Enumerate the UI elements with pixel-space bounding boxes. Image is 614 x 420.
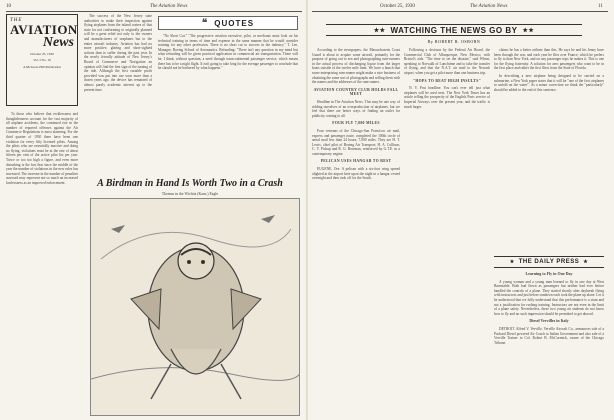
fly-cup-headline: AVIATION COUNTRY CLUB HOLDS FALL MEET	[313, 87, 399, 97]
masthead-aviation: AVIATION	[10, 22, 78, 37]
star-icon: ★	[509, 259, 515, 265]
right-folio-date: October 25, 1930	[380, 4, 415, 9]
learning-text: A young woman and a young man learned to fly in one day at West Barnstable. Both had flown as passengers but neither had ever before handled the controls of a plane. They started shortly after daybreak flying with instructors and just before sundown each took the plane up alone. Let it be understood that we fully understand that this performance is a stunt and not a justification for rushing training. Instructors are not even in the limit of a plane safety. Nevertheless, these two young air students do not know how to fly and no such impression should be permitted to get abroad.	[494, 279, 604, 316]
diesel-text: DETROIT. Alfred V. Verville, Verville Aircraft Co., announces sale of a Packard Diesel powered Air Coach to Italian Government and also sale of a Verville Trainer to Col. Robert B. McCormick, owner of the Chicago Tribune.	[494, 326, 604, 345]
daily-press-heading	[494, 256, 604, 268]
watching-news-heading	[326, 24, 582, 36]
star-icon: ★	[583, 259, 589, 265]
right-column-1	[312, 48, 400, 416]
masthead	[6, 14, 78, 106]
quotes-text: "No Short Cut." "The progressive aviation executive, pilot, or mechanic must look on his technical training in terms of time and expense in the same manner that he would consider training for any other profession. There is no short cut to success in the industry." T. Lee, Manager, Boeing School of Aeronautics. Refunding: "There isn't any question in my mind but what refunding will be given practical application in commercial air transportation. There will be, I think, without question, a need through transcontinental passenger service, which means there has to be a night flight. It isn't going to take long for the average passenger to conclude that he should not be bothered by what happens."	[158, 34, 298, 71]
masthead-date: October 25, 1930	[30, 52, 54, 56]
left-folio-number: 10	[6, 4, 11, 9]
hops-headline: "HOPS TO BEAT HIGH INSULTS"	[412, 78, 482, 83]
pelican-headline: PELICAN USES HANGAR TO REST	[320, 159, 392, 164]
left-column-1	[6, 112, 78, 416]
watching-news-text-2: claims he has a better airliner than this. He says he and his Jenny have been through the war, and each year he flies over France, which he prefers to fly to than New York, and on any passenger trips he makes it. This is one for the flying fraternity. A solution for aero passengers who want to be in the first place and rather the first fliers from the State of Florida.	[494, 48, 604, 71]
left-folio-title: The Aviation News	[150, 4, 188, 9]
left-column-2	[84, 14, 152, 174]
page-gutter	[306, 0, 308, 420]
watching-news-title: WATCHING THE NEWS GO BY	[390, 25, 518, 35]
quotes-heading	[158, 16, 298, 30]
cartoon-illustration	[90, 198, 300, 416]
quotes-heading-label: QUOTES	[214, 18, 255, 28]
right-folio-title: The Aviation News	[470, 4, 508, 9]
daily-press-title: THE DAILY PRESS	[518, 259, 580, 265]
pelican-text: EUGENE, Ore. A pelican with a six-foot wing spread alighted at the airport here upon the night in a hangar, rested overnight and then took off for the South.	[312, 167, 400, 181]
star-icon: ★★	[522, 27, 535, 34]
byline: By ROBERT R. OSBORN	[427, 39, 481, 44]
cartoon-title: A Birdman in Hand Is Worth Two in a Crash	[97, 178, 283, 189]
masthead-publisher: A McGraw-Hill Publication	[23, 64, 61, 69]
masthead-the: THE	[10, 18, 23, 23]
right-column-3	[494, 48, 604, 252]
fly-cup-text: Headline in The Aviation News. This may be one way of ridding ourselves of an overproduction of airplanes, but we feel that there are better ways of finding an outlet for publicity coming to all.	[312, 99, 400, 118]
star-icon: ★★	[373, 27, 386, 34]
quote-mark-icon: ❝	[201, 17, 209, 29]
watching-news-text-1: Following a decision by the Federal Air Board, the Commercial Club of Albuquerque, New Mexico, with Bristol's aids. "The time to set the disaster," said Wheat, speaking to Norwalk of Lunchtime and to take the transfer of flying, and that the N.A.T. air mail to the Newark airport, when you get a pilot more than one business trip.	[404, 48, 490, 75]
four-fly-headline: FOUR FLY 7,000 MILES	[332, 121, 380, 126]
left-page-col4-text: According to the newspapers, the Massachusetts Coast Guard is about to acquire some aircraft, primarily for the purpose of going out to sea and photographing rum-runners in the actual process of discharging liquor from the larger boats outside of the twelve mile limit. We have a hunch that some enterprising rum-runner might make a nice business of obtaining the same sort of photographs and selling them with the names and the addresses of the rum-runner.	[312, 48, 400, 85]
learning-headline: Learning to Fly in One Day	[525, 272, 573, 276]
cartoon-drawing	[91, 199, 300, 416]
masthead-volume: Vol. I No. 16	[33, 58, 51, 63]
right-folio-number: 11	[598, 4, 603, 9]
editorial-violations: To those who believe that recklessness and thoughtlessness account for the vast majority of all airplane accidents, the continued rise in the number of reported offenses against the Air Commerce Regulations is most alarming. For the third quarter of 1930 there have been one violation for every fifty licensed pilots. Among the pilots who are essentially inactive and doing no flying, violations must be at the rate of about fifteen per cent of the active pilot list per year. Twice or too too high a figure, and even more disturbing is the fact that since the middle of the year the number of violations in the new rules has increased. The increase in the number of penalties assessed may represent not so much an increased lawlessness as an improved enforcement.	[6, 112, 78, 185]
masthead-news: News	[42, 35, 74, 50]
right-top-rule	[312, 11, 608, 12]
watching-news-text-3: In describing a new airplane being designed to be carried on a submarine, a New York paper states that it will be "one of the first airplanes to unfold on the water". As a minor correction we think the "particularly" should be added to the end of this sentence.	[494, 73, 604, 92]
editorial-new-jersey: The success of the New Jersey state authorities to make their inspection against flying airplanes from the inland waters of that state for not conforming to originally planned will be a great relief not only to the owners and manufacturers of seaplanes but to the entire aircraft industry. Aviation has had no more positive, glaring and short-sighted actions than to suffer during the past year. In the newly friendly attitude of New Jersey's Board of Commerce and Navigation an opinion will find the first sign of the turning of the tide. Although the first variable profit provided was put into use soon more than a dozen years ago, the device has remained of almost purely academic interest up to the present time.	[84, 14, 152, 92]
hops-text: N. Y. Post headline. You can't ever tell just what airplanes will be used next. The New York Times has an article telling the prosperity of the English Paris service of Imperial Airways over the present year, and the traffic is much larger.	[404, 86, 490, 109]
right-column-2	[404, 48, 490, 416]
quotes-column	[158, 34, 298, 174]
diesel-headline: Diesel Vervilles in Italy	[529, 318, 569, 324]
left-top-rule	[6, 11, 302, 12]
cartoon-caption: Thomas in the Wichita (Kans.) Eagle	[161, 192, 219, 196]
four-fly-text: Four veterans of the Chicago-San Francisco air mail, express and passenger route, completed the 100th circle of aerial mail less than 24 hours, 7,000 miles. They are H. T. Lewis, chief pilot of Boeing Air Transport; H. A. Collison, C. V. Pickup and R. G. Bowman, reinforced by G.T.E. in a contemporary engine.	[312, 128, 400, 156]
daily-press-column	[494, 272, 604, 416]
